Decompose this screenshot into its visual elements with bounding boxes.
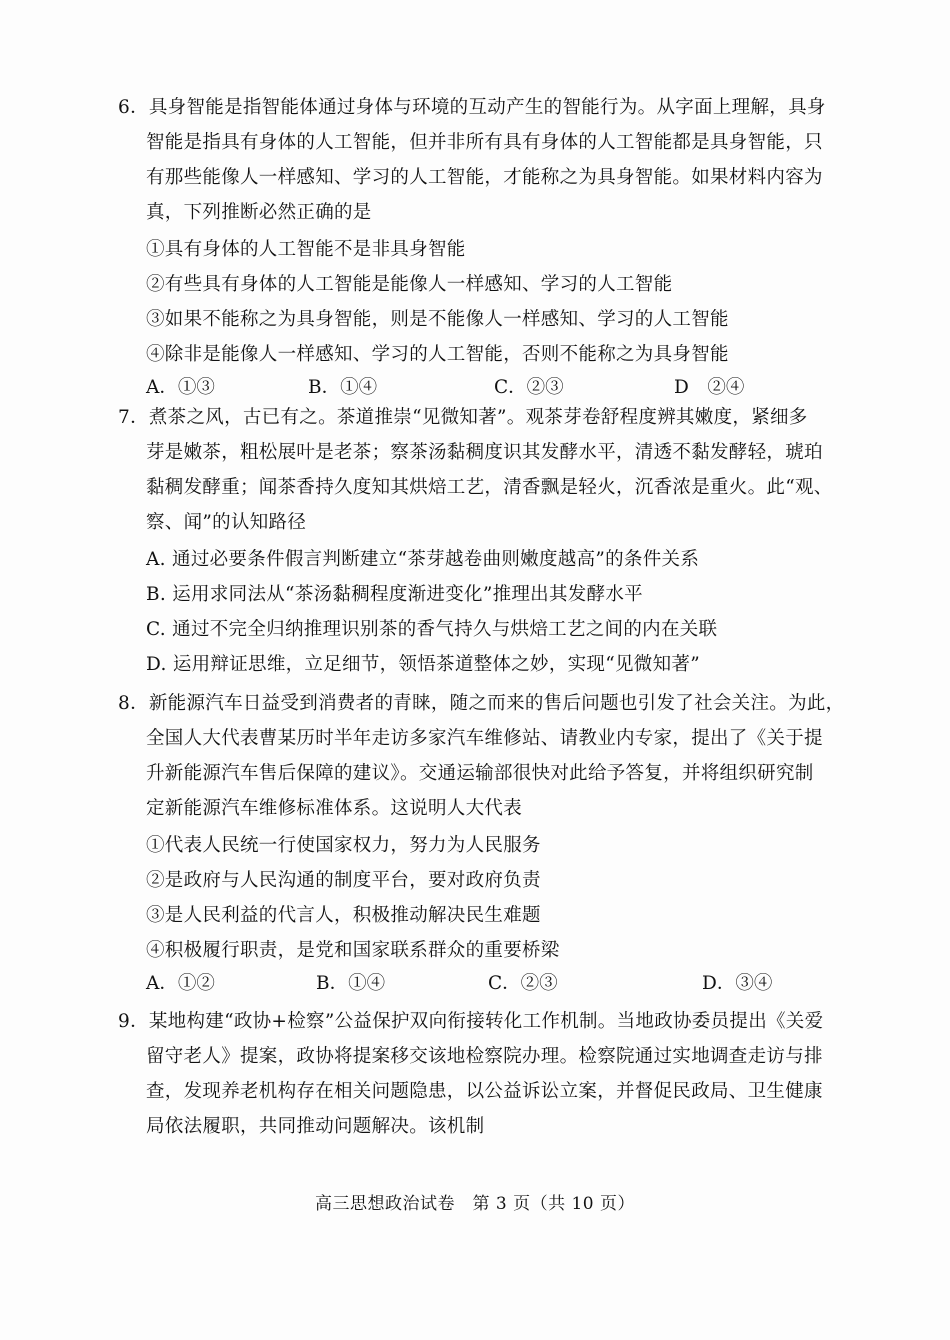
- choice-a: A．①②: [146, 973, 215, 994]
- question-7-stem-line: 察、闻”的认知路径: [146, 512, 307, 533]
- question-8-statement-1: ①代表人民统一行使国家权力，努力为人民服务: [146, 835, 541, 856]
- question-8-stem-line: 定新能源汽车维修标准体系。这说明人大代表: [146, 798, 523, 819]
- question-7: [118, 400, 833, 682]
- question-6: [118, 90, 826, 404]
- question-9-stem-line: 局依法履职，共同推动问题解决。该机制: [146, 1116, 485, 1137]
- question-7-option-d: D. 运用辩证思维，立足细节，领悟茶道整体之妙，实现“见微知著”: [146, 654, 700, 675]
- choice-b: B．①④: [308, 377, 378, 398]
- question-7-stem-line: 黏稠发酵重；闻茶香持久度知其烘焙工艺，清香飘是轻火，沉香浓是重火。此“观、: [146, 477, 833, 498]
- choice-d: D．③④: [702, 973, 773, 994]
- question-9-stem-line: 9．某地构建“政协+检察”公益保护双向衔接转化工作机制。当地政协委员提出《关爱: [118, 1011, 824, 1032]
- choice-c: C．②③: [488, 973, 558, 994]
- question-8-statement-4: ④积极履行职责，是党和国家联系群众的重要桥梁: [146, 940, 560, 961]
- choice-a: A．①③: [146, 377, 215, 398]
- question-7-stem-line: 芽是嫩茶，粗松展叶是老茶；察茶汤黏稠度识其发酵水平，清透不黏发酵轻，琥珀: [146, 442, 823, 463]
- question-6-stem-line: 6．具身智能是指智能体通过身体与环境的互动产生的智能行为。从字面上理解，具身: [118, 97, 826, 118]
- question-8-stem-line: 升新能源汽车售后保障的建议》。交通运输部很快对此给予答复，并将组织研究制: [146, 763, 814, 784]
- question-7-option-a: A. 通过必要条件假言判断建立“茶芽越卷曲则嫩度越高”的条件关系: [146, 549, 700, 570]
- question-8-stem-line: 8．新能源汽车日益受到消费者的青睐，随之而来的售后问题也引发了社会关注。为此，: [118, 693, 845, 714]
- question-7-stem-line: 7．煮茶之风，古已有之。茶道推崇“见微知著”。观茶芽卷舒程度辨其嫩度，紧细多: [118, 407, 808, 428]
- question-9: [118, 1004, 824, 1144]
- question-8-stem-line: 全国人大代表曹某历时半年走访多家汽车维修站、请教业内专家，提出了《关于提: [146, 728, 823, 749]
- question-6-stem-line: 智能是指具有身体的人工智能，但并非所有具有身体的人工智能都是具身智能，只: [146, 132, 823, 153]
- question-7-option-b: B. 运用求同法从“茶汤黏稠程度渐进变化”推理出其发酵水平: [146, 584, 643, 605]
- question-8: [118, 686, 845, 1000]
- question-6-stem-line: 有那些能像人一样感知、学习的人工智能，才能称之为具身智能。如果材料内容为: [146, 167, 823, 188]
- choice-c: C．②③: [494, 377, 564, 398]
- choice-b: B．①④: [316, 973, 386, 994]
- question-6-statement-1: ①具有身体的人工智能不是非具身智能: [146, 239, 466, 260]
- question-6-statement-4: ④除非是能像人一样感知、学习的人工智能，否则不能称之为具身智能: [146, 344, 729, 365]
- question-6-statement-2: ②有些具有身体的人工智能是能像人一样感知、学习的人工智能: [146, 274, 673, 295]
- question-6-stem-line: 真，下列推断必然正确的是: [146, 202, 372, 223]
- question-8-statement-2: ②是政府与人民沟通的制度平台，要对政府负责: [146, 870, 541, 891]
- question-7-option-c: C. 通过不完全归纳推理识别茶的香气持久与烘焙工艺之间的内在关联: [146, 619, 718, 640]
- question-9-stem-line: 留守老人》提案，政协将提案移交该地检察院办理。检察院通过实地调查走访与排: [146, 1046, 823, 1067]
- question-6-statement-3: ③如果不能称之为具身智能，则是不能像人一样感知、学习的人工智能: [146, 309, 729, 330]
- question-9-stem-line: 查，发现养老机构存在相关问题隐患，以公益诉讼立案，并督促民政局、卫生健康: [146, 1081, 823, 1102]
- choice-d: D ②④: [674, 377, 745, 398]
- question-8-statement-3: ③是人民利益的代言人，积极推动解决民生难题: [146, 905, 541, 926]
- page-footer: 高三思想政治试卷 第 3 页（共 10 页）: [314, 1194, 636, 1214]
- question-8-choices: [118, 968, 818, 1000]
